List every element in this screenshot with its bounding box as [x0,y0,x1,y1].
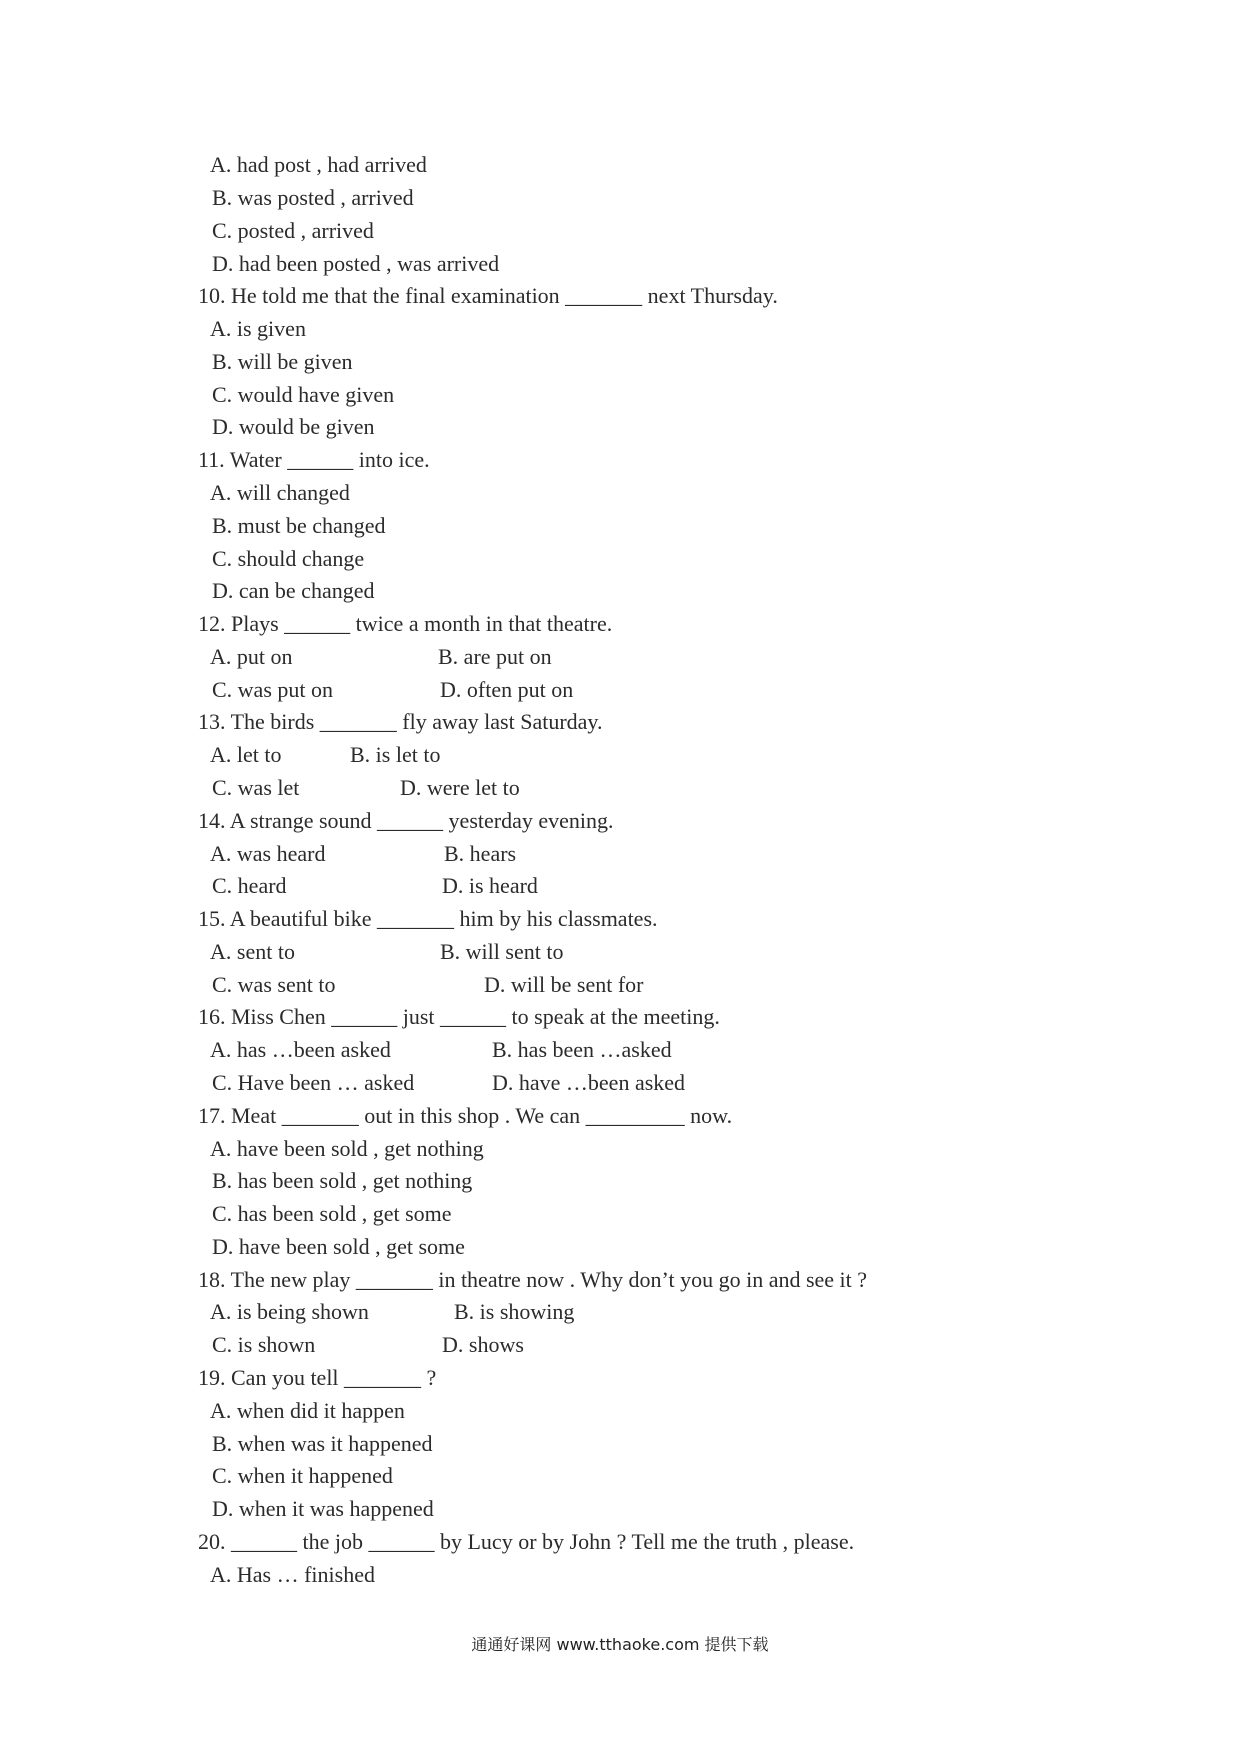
option-line: A. have been sold , get nothing [210,1136,484,1161]
option-line: C. was put on [212,677,333,702]
option-line: A. has …been asked [210,1037,391,1062]
question-line: 14. A strange sound ______ yesterday evening. [198,808,614,833]
option-line: A. was heard [210,841,326,866]
page-footer: 通通好课网 www.tthaoke.com 提供下载 [471,1635,769,1654]
option-line: D. have been sold , get some [212,1234,465,1259]
option-line: D. would be given [212,414,375,439]
option-line: C. was let [212,775,300,800]
option-line: C. when it happened [212,1463,393,1488]
option-line: B. are put on [438,644,552,669]
option-line: B. is let to [350,742,441,767]
option-line: D. shows [442,1332,524,1357]
option-line: B. has been …asked [492,1037,672,1062]
option-line: D. will be sent for [484,972,644,997]
option-line: D. often put on [440,677,574,702]
option-line: B. will be given [212,349,353,374]
option-line: C. Have been … asked [212,1070,415,1095]
option-line: B. is showing [454,1299,575,1324]
option-line: A. let to [210,742,282,767]
option-line: A. Has … finished [210,1562,375,1587]
option-line: C. would have given [212,382,395,407]
option-line: B. was posted , arrived [212,185,414,210]
option-line: C. was sent to [212,972,336,997]
option-line: D. had been posted , was arrived [212,251,500,276]
question-line: 13. The birds _______ fly away last Saturday. [198,709,603,734]
option-line: B. will sent to [440,939,564,964]
question-line: 19. Can you tell _______ ? [198,1365,437,1390]
question-line: 10. He told me that the final examination _______ next Thursday. [198,283,778,308]
option-line: A. put on [210,644,293,669]
option-line: C. posted , arrived [212,218,374,243]
question-line: 15. A beautiful bike _______ him by his classmates. [198,906,658,931]
option-line: D. when it was happened [212,1496,434,1521]
option-line: B. hears [444,841,517,866]
option-line: D. is heard [442,873,538,898]
question-line: 11. Water ______ into ice. [198,447,430,472]
option-line: A. is being shown [210,1299,369,1324]
question-line: 12. Plays ______ twice a month in that theatre. [198,611,613,636]
option-line: B. has been sold , get nothing [212,1168,473,1193]
option-line: A. will changed [210,480,350,505]
option-line: A. sent to [210,939,295,964]
option-line: A. when did it happen [210,1398,405,1423]
option-line: B. when was it happened [212,1431,433,1456]
option-line: D. were let to [400,775,520,800]
option-line: A. is given [210,316,306,341]
question-line: 18. The new play _______ in theatre now . Why don’t you go in and see it ? [198,1267,868,1292]
option-line: C. should change [212,546,365,571]
option-line: C. is shown [212,1332,316,1357]
option-line: D. can be changed [212,578,375,603]
question-line: 17. Meat _______ out in this shop . We can _________ now. [198,1103,733,1128]
question-line: 20. ______ the job ______ by Lucy or by John ? Tell me the truth , please. [198,1529,855,1554]
question-line: 16. Miss Chen ______ just ______ to speak at the meeting. [198,1004,720,1029]
option-line: C. has been sold , get some [212,1201,452,1226]
option-line: B. must be changed [212,513,386,538]
option-line: C. heard [212,873,287,898]
option-line: D. have …been asked [492,1070,686,1095]
option-line: A. had post , had arrived [210,152,427,177]
